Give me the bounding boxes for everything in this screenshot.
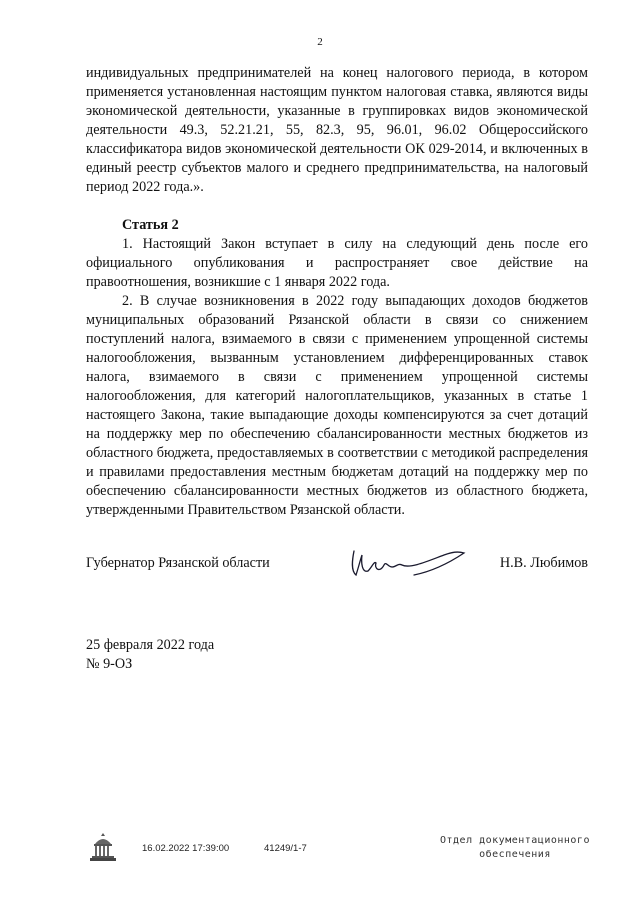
handwritten-signature [348, 547, 478, 583]
document-body [86, 64, 588, 520]
page-number: 2 [317, 36, 323, 48]
footer [0, 830, 640, 870]
article-heading: Статья 2 [122, 217, 179, 233]
clause-2: 2. В случае возникновения в 2022 году выпадающих доходов бюджетов муниципальных образований Рязанской области в связи со снижением поступлений налога, взимаемого в связи с применением упрощенной системы налогообложения, вызванным установлением дифференцированных ставок налога, взимаемого в связи с применением упрощенной системы налогообложения, для категорий налогоплательщиков, указанных в статье 1 настоящего Закона, такие выпадающие доходы компенсируются за счет дотаций на поддержку мер по обеспечению сбалансированности местных бюджетов из областного бюджета, предоставляемых в соответствии с методикой распределения и правилами предоставления местным бюджетам дотаций на поддержку мер по обеспечению сбалансированности местных бюджетов из областного бюджета, утвержденными Правительством Рязанской области. [86, 293, 588, 518]
clause-1: 1. Настоящий Закон вступает в силу на следующий день после его официального опубликования и распространяет свое действие на правоотношения, возникшие с 1 января 2022 года. [86, 236, 588, 290]
footer-timestamp: 16.02.2022 17:39:00 [142, 843, 230, 854]
footer-doc-id: 41249/1-7 [264, 843, 307, 854]
signatory-name: Н.В. Любимов [499, 555, 588, 571]
stamp-line-1: Отдел документационного [440, 835, 590, 846]
adoption-date: 25 февраля 2022 года [86, 637, 215, 653]
paragraph-continued: индивидуальных предпринимателей на конец налогового периода, в котором применяется установленная настоящим пунктом налоговая ставка, являются виды экономической деятельности, указанные в группировках видов экономической деятельности 49.3, 52.21.21, 55, 82.3, 95, 96.01, 96.02 Общероссийского классификатора видов экономической деятельности ОК 029-2014, и включенных в единый реестр субъектов малого и среднего предпринимательства, на налоговый период 2022 года.». [86, 65, 588, 195]
department-stamp [440, 834, 590, 862]
signatory-position: Губернатор Рязанской области [86, 555, 270, 571]
law-number: № 9-ОЗ [86, 656, 133, 672]
duma-emblem-icon [86, 830, 120, 864]
stamp-line-2: обеспечения [479, 849, 551, 860]
date-block [86, 636, 214, 674]
